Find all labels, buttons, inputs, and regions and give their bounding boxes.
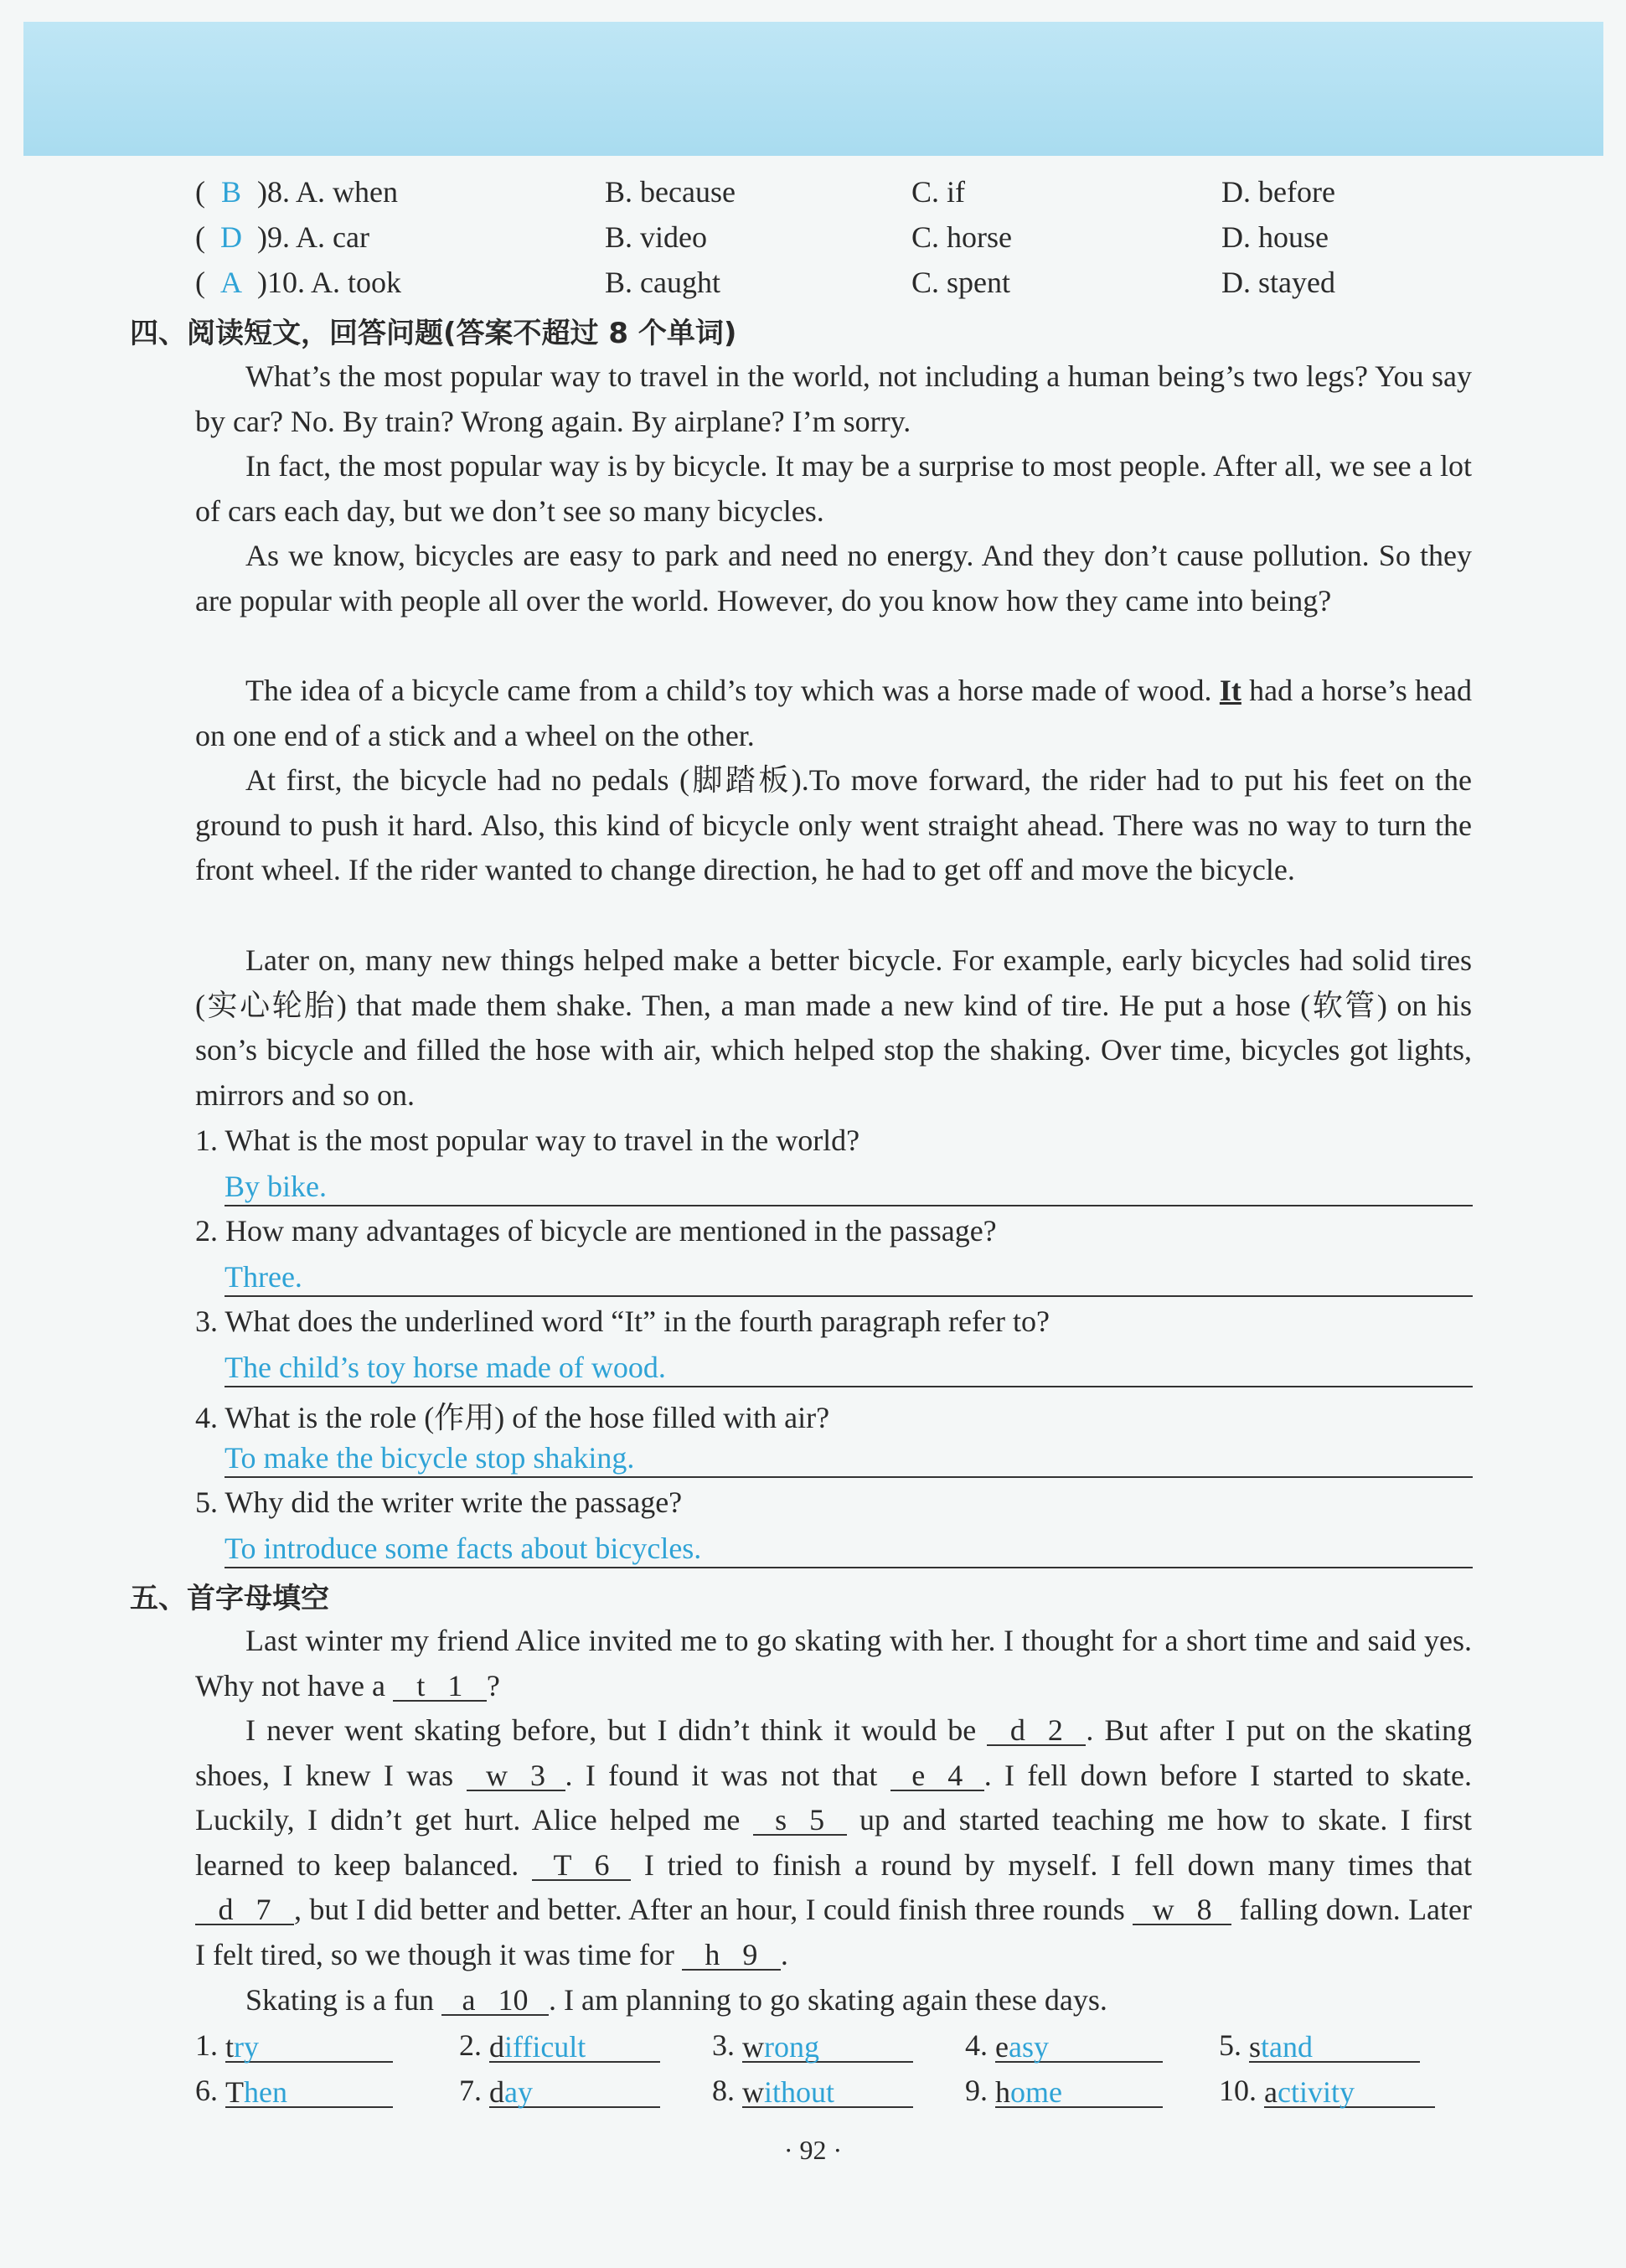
blank-letter: d [1009,1713,1025,1747]
answer-rest: rong [764,2030,819,2064]
mc-option-c: C. horse [911,220,1012,254]
first-letter: t [225,2030,235,2064]
answer-rest: ithout [764,2075,835,2109]
first-letter: e [995,2030,1009,2064]
blank-5 [753,1803,847,1837]
cloze-text: . [780,1937,788,1971]
question-4: 4. What is the role (作用) of the hose filled with air? [195,1401,830,1434]
answer-line [995,2029,1163,2063]
blank-6 [532,1847,631,1882]
mc-answer: D [220,220,242,254]
blank-10 [441,1983,549,2017]
blank-number: 5 [809,1803,825,1837]
answer-number: 6. [195,2074,218,2107]
first-letter: d [489,2075,504,2109]
blank-1 [393,1668,487,1702]
cloze-text: up and started teaching me how to skate. I first learned to keep balanced. [195,1803,1472,1882]
blank-4 [890,1758,984,1792]
answer-rest: ome [1010,2075,1062,2109]
answer-line [1249,2029,1420,2063]
mc-answer: A [220,266,242,299]
question-1: 1. What is the most popular way to travel in the world? [195,1124,860,1157]
first-letter: T [225,2075,244,2109]
passage-paragraph-3: As we know, bicycles are easy to park and need no energy. And they don’t cause pollution. So they are popular with people all over the world. However, do you know how they came into being? [195,539,1472,617]
fill-answer-6 [195,2073,393,2108]
cloze-paragraph-2 [195,1708,1472,1977]
answer-number: 4. [965,2028,988,2062]
answer-2: Three. [225,1258,1473,1297]
fill-answer-1 [195,2028,393,2063]
blank-number: 10 [498,1983,529,2017]
first-letter: a [1264,2075,1278,2109]
passage-paragraph-4 [195,669,1472,758]
answer-rest: hen [244,2075,287,2109]
answer-line [225,2074,393,2108]
fill-answer-7 [459,2073,660,2108]
cloze-text: . But after I put on the skating shoes, I knew I was [195,1713,1473,1792]
answer-5: To introduce some facts about bicycles. [225,1530,1473,1568]
answer-4: To make the bicycle stop shaking. [225,1439,1473,1478]
fill-answer-8 [712,2073,913,2108]
passage-paragraph-1: What’s the most popular way to travel in the world, not including a human being’s two legs? You say by car? No. By train? Wrong again. By airplane? I’m sorry. [195,359,1472,438]
answer-line [742,2074,913,2108]
cloze-text: Skating is a fun [245,1983,434,2017]
blank-8 [1133,1895,1231,1925]
paragraph-4-part-2: had a horse’s head on one end of a stick and a wheel on the other. [195,674,1473,752]
cloze-text: ? [486,1668,500,1702]
answer-rest: ifficult [504,2030,586,2064]
first-letter: h [995,2075,1010,2109]
cloze-text: . I fell down before I started to skate. Luckily, I didn’t get hurt. Alice helped me [195,1758,1473,1837]
answer-number: 7. [459,2074,482,2107]
answer-number: 1. [195,2028,218,2062]
mc-option-d: D. before [1221,175,1335,209]
blank-number: 9 [742,1937,758,1971]
blank-letter: w [486,1758,508,1792]
blank-3 [467,1758,565,1792]
blank-number: 8 [1196,1893,1212,1926]
passage-paragraph-2: In fact, the most popular way is by bicycle. It may be a surprise to most people. After all, we see a lot of cars each day, but we don’t see so many bicycles. [195,449,1472,528]
blank-number: 7 [256,1893,271,1926]
blank-number: 4 [947,1758,963,1792]
section-5-title: 五、首字母填空 [130,1582,329,1615]
blank-letter: a [462,1983,476,2017]
answer-number: 10. [1219,2074,1257,2107]
blank-number: 6 [594,1847,610,1882]
passage-paragraph-5: At first, the bicycle had no pedals (脚踏板).To move forward, the rider had to put his feet on the ground to push it hard. Also, this kind of bicycle only went straight ahead. There was no way to turn the front wheel. If the rider wanted to change direction, he had to get off and move the bicycle. [195,763,1472,886]
mc-row-9: ( D )9. A. car [195,220,369,254]
first-letter: s [1249,2030,1262,2064]
answer-line [995,2074,1163,2108]
answer-number: 9. [965,2074,988,2107]
section-4-title: 四、阅读短文，回答问题(答案不超过 8 个单词) [130,317,737,350]
blank-number: 2 [1047,1713,1063,1747]
fill-answer-3 [712,2028,913,2063]
blank-2 [987,1713,1086,1747]
mc-option-b: B. caught [605,266,720,299]
first-letter: w [742,2075,764,2109]
question-3: 3. What does the underlined word “It” in the fourth paragraph refer to? [195,1304,1050,1338]
cloze-text: I never went skating before, but I didn’t think it would be [245,1713,977,1747]
mc-option-a: 8. A. when [267,175,398,209]
cloze-text: I tried to finish a round by myself. I fell down many times that [643,1847,1473,1882]
mc-row-8: ( B )8. A. when [195,175,398,209]
answer-line [1264,2074,1435,2108]
cloze-text: . I am planning to go skating again these days. [548,1983,1107,2017]
answer-1: By bike. [225,1168,1473,1206]
mc-row-10: ( A )10. A. took [195,266,402,299]
mc-option-a: 10. A. took [267,266,402,299]
cloze-text: . I found it was not that [565,1758,878,1792]
fill-answer-4 [965,2028,1163,2063]
question-2: 2. How many advantages of bicycle are mentioned in the passage? [195,1214,997,1248]
fill-answer-10 [1219,2073,1435,2108]
answer-rest: tand [1261,2030,1313,2064]
blank-letter: h [705,1937,720,1971]
first-letter: w [742,2030,764,2064]
blank-letter: t [416,1668,426,1702]
answer-3: The child’s toy horse made of wood. [225,1349,1473,1387]
mc-option-b: B. because [605,175,736,209]
blank-7 [195,1895,294,1925]
mc-option-d: D. stayed [1221,266,1335,299]
answer-rest: ry [234,2030,260,2064]
blank-number: 1 [447,1668,463,1702]
fill-answer-9 [965,2073,1163,2108]
cloze-paragraph-3 [195,1978,1472,2023]
mc-option-c: C. spent [911,266,1011,299]
blank-number: 3 [530,1758,546,1792]
answer-line [225,2029,393,2063]
page-number: · 92 · [783,2135,843,2165]
mc-option-c: C. if [911,175,966,209]
passage-paragraph-6: Later on, many new things helped make a better bicycle. For example, early bicycles had solid tires (实心轮胎) that made them shake. Then, a man made a new kind of tire. He put a hose (软管) on his son’s bicycle and filled the hose with air, which helped stop the shaking. Over time, bicycles got lights, mirrors and so on. [195,943,1472,1112]
blank-letter: w [1152,1893,1174,1926]
mc-option-a: 9. A. car [267,220,369,254]
mc-answer: B [220,175,241,209]
answer-rest: ctivity [1277,2075,1355,2109]
blank-letter: e [911,1758,926,1792]
mc-option-d: D. house [1221,220,1329,254]
answer-number: 5. [1219,2028,1241,2062]
answer-number: 3. [712,2028,735,2062]
cloze-text: Last winter my friend Alice invited me to go skating with her. I thought for a short time and said yes. Why not have a [195,1624,1472,1702]
answer-line [742,2029,913,2063]
cloze-text: , but I did better and better. After an hour, I could finish three rounds [294,1893,1125,1926]
answer-rest: asy [1008,2030,1049,2064]
answer-line [489,2029,660,2063]
question-5: 5. Why did the writer write the passage? [195,1485,683,1519]
blank-letter: s [775,1803,787,1837]
underlined-word-it: It [1219,674,1241,707]
fill-answer-5 [1219,2028,1420,2063]
answer-number: 2. [459,2028,482,2062]
blank-letter: d [218,1893,234,1926]
answer-number: 8. [712,2074,735,2107]
answer-rest: ay [504,2075,533,2109]
blank-9 [682,1937,781,1971]
fill-answer-2 [459,2028,660,2063]
blank-letter: T [553,1847,572,1882]
paragraph-4-part-1: The idea of a bicycle came from a child’s toy which was a horse made of wood. [245,674,1212,707]
cloze-paragraph-1 [195,1619,1472,1708]
cloze-text: falling down. Later I felt tired, so we though it was time for [195,1893,1473,1971]
answer-line [489,2074,660,2108]
first-letter: d [489,2030,504,2064]
mc-option-b: B. video [605,220,707,254]
